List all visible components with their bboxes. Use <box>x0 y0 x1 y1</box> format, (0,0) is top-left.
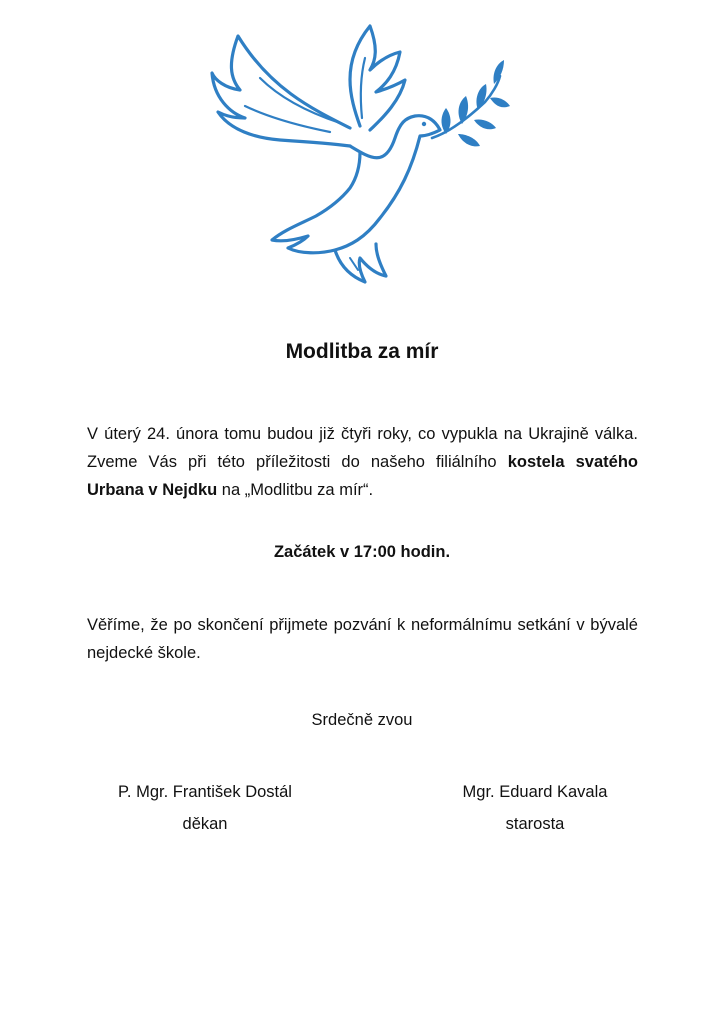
church-name: kostela svatého Urbana v Nejdku <box>87 453 638 499</box>
closing-greeting: Srdečně zvou <box>311 711 413 729</box>
start-time: Začátek v 17:00 hodin. <box>273 543 451 561</box>
dove-with-olive-branch-icon <box>200 18 520 288</box>
page-title: Modlitba za mír <box>285 340 439 363</box>
invitation-text-part1: V úterý 24. února tomu budou již čtyři roky, co vypukla na Ukrajině válka. Zveme Vás při této příležitosti do našeho filiálního <box>87 425 638 471</box>
invitation-text-part2: na „Modlitbu za mír“. <box>217 481 374 499</box>
signature-role: děkan <box>182 815 228 833</box>
signature-name: Mgr. Eduard Kavala <box>462 783 608 801</box>
signature-right <box>430 783 640 834</box>
signature-name: P. Mgr. František Dostál <box>118 783 292 801</box>
invitation-paragraph <box>87 420 638 504</box>
signature-role: starosta <box>505 815 565 833</box>
meeting-paragraph: Věříme, že po skončení přijmete pozvání k neformálnímu setkání v bývalé nejdecké škole. <box>87 616 638 662</box>
signature-left <box>90 783 320 834</box>
